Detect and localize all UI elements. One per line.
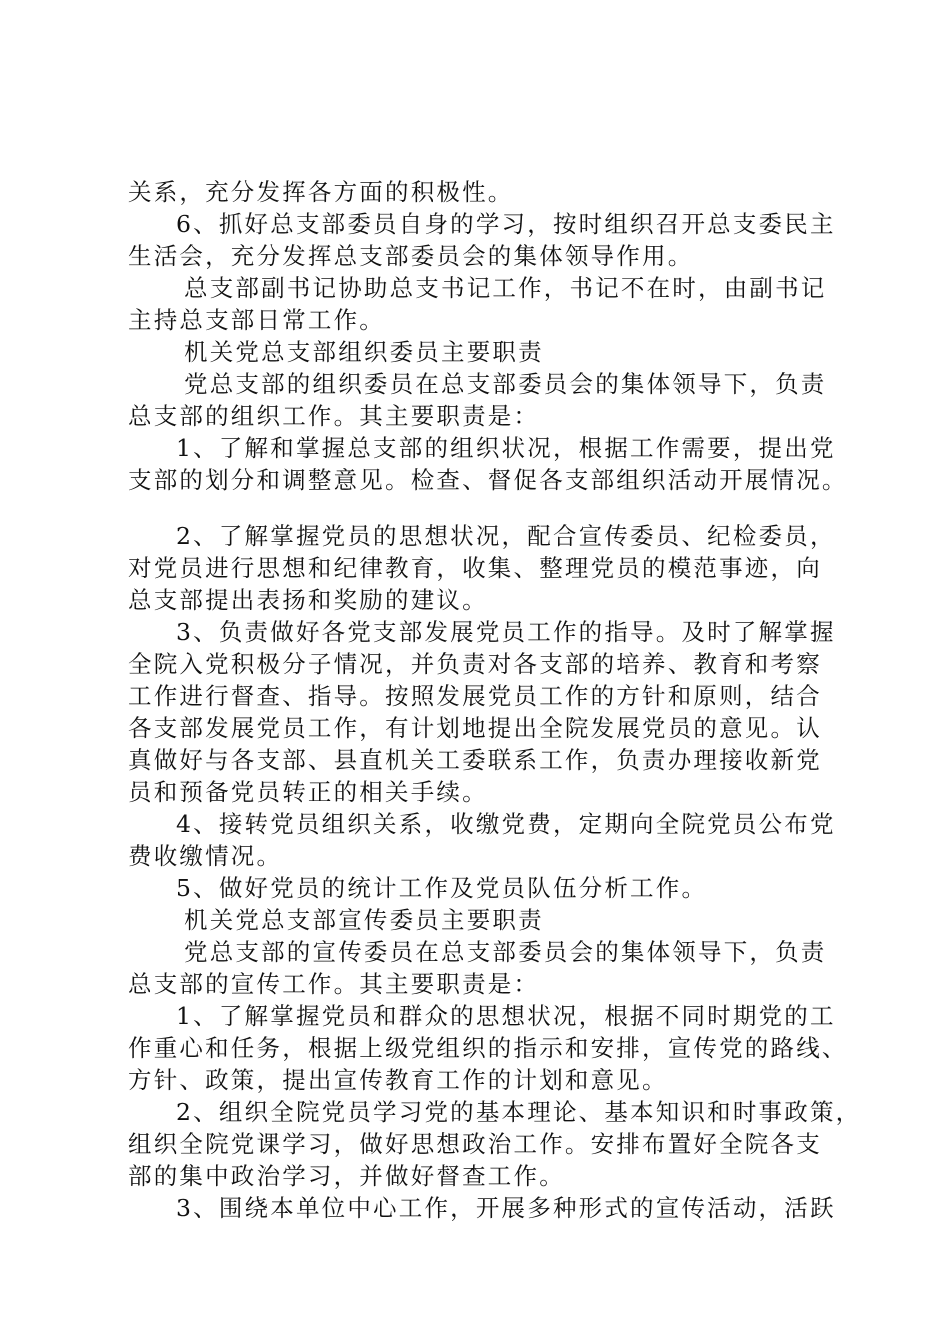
text-line: 党总支部的宣传委员在总支部委员会的集体领导下，负责 bbox=[184, 938, 827, 966]
text-line: 部的集中政治学习，并做好督查工作。 bbox=[128, 1162, 565, 1190]
text-line: 费收缴情况。 bbox=[128, 842, 283, 870]
text-line: 员和预备党员转正的相关手续。 bbox=[128, 778, 488, 806]
text-line: 方针、政策，提出宣传教育工作的计划和意见。 bbox=[128, 1066, 668, 1094]
text-line: 党总支部的组织委员在总支部委员会的集体领导下，负责 bbox=[184, 370, 827, 398]
text-line: 6、抓好总支部委员自身的学习，按时组织召开总支委民主 bbox=[176, 210, 836, 238]
text-line: 总支部提出表扬和奖励的建议。 bbox=[128, 586, 488, 614]
text-line: 工作进行督查、指导。按照发展党员工作的方针和原则，结合 bbox=[128, 682, 822, 710]
text-line: 生活会，充分发挥总支部委员会的集体领导作用。 bbox=[128, 242, 694, 270]
text-line: 各支部发展党员工作，有计划地提出全院发展党员的意见。认 bbox=[128, 714, 822, 742]
section-heading: 机关党总支部宣传委员主要职责 bbox=[184, 906, 544, 934]
text-line: 全院入党积极分子情况，并负责对各支部的培养、教育和考察 bbox=[128, 650, 822, 678]
text-line: 对党员进行思想和纪律教育，收集、整理党员的模范事迹，向 bbox=[128, 554, 822, 582]
text-line: 5、做好党员的统计工作及党员队伍分析工作。 bbox=[176, 874, 708, 902]
text-line: 2、了解掌握党员的思想状况，配合宣传委员、纪检委员， bbox=[176, 522, 836, 550]
text-line: 2、组织全院党员学习党的基本理论、基本知识和时事政策， bbox=[176, 1098, 862, 1126]
text-line: 作重心和任务，根据上级党组织的指示和安排，宣传党的路线、 bbox=[128, 1034, 848, 1062]
text-line: 1、了解和掌握总支部的组织状况，根据工作需要，提出党 bbox=[176, 434, 836, 462]
text-line: 3、负责做好各党支部发展党员工作的指导。及时了解掌握 bbox=[176, 618, 836, 646]
text-line: 支部的划分和调整意见。检查、督促各支部组织活动开展情况。 bbox=[128, 466, 848, 494]
text-line: 3、围绕本单位中心工作，开展多种形式的宣传活动，活跃 bbox=[176, 1194, 836, 1222]
text-line: 总支部副书记协助总支书记工作，书记不在时，由副书记 bbox=[184, 274, 827, 302]
text-line: 4、接转党员组织关系，收缴党费，定期向全院党员公布党 bbox=[176, 810, 836, 838]
text-line: 1、了解掌握党员和群众的思想状况，根据不同时期党的工 bbox=[176, 1002, 836, 1030]
text-line: 真做好与各支部、县直机关工委联系工作，负责办理接收新党 bbox=[128, 746, 822, 774]
text-line: 总支部的宣传工作。其主要职责是： bbox=[128, 970, 540, 998]
text-line: 总支部的组织工作。其主要职责是： bbox=[128, 402, 540, 430]
section-heading: 机关党总支部组织委员主要职责 bbox=[184, 338, 544, 366]
text-line: 组织全院党课学习，做好思想政治工作。安排布置好全院各支 bbox=[128, 1130, 822, 1158]
text-line: 关系，充分发挥各方面的积极性。 bbox=[128, 178, 514, 206]
text-line: 主持总支部日常工作。 bbox=[128, 306, 385, 334]
